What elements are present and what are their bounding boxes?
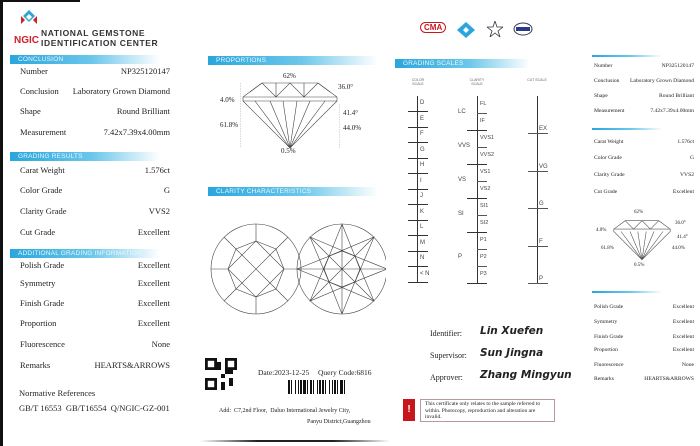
cut-grade-mark: VG bbox=[539, 163, 548, 170]
field-value: Excellent bbox=[672, 347, 694, 353]
globe-emblem-logo bbox=[513, 22, 533, 36]
mini-conclusion-row bbox=[594, 78, 694, 84]
scale-tick bbox=[528, 171, 548, 172]
pavilion-angle: 41.4° bbox=[343, 109, 359, 117]
scale-tick bbox=[467, 164, 487, 165]
scale-tick bbox=[408, 204, 428, 205]
normative-references: GB/T 16553 GB/T16554 Q/NGIC-GZ-001 bbox=[19, 403, 170, 413]
field-label: Color Grade bbox=[20, 185, 63, 195]
color-scale-header: COLOR SCALE bbox=[411, 78, 425, 86]
mini-grading-row bbox=[594, 155, 694, 161]
table-percent: 62% bbox=[283, 72, 296, 80]
field-value: 7.42x7.39x4.00mm bbox=[103, 127, 170, 137]
mini-conclusion-row bbox=[594, 108, 694, 114]
field-value: Excellent bbox=[137, 278, 170, 288]
scale-tick bbox=[467, 130, 487, 131]
grading-row bbox=[20, 227, 170, 237]
field-value: Excellent bbox=[137, 298, 170, 308]
scale-tick bbox=[408, 251, 428, 252]
culet-percent: 0.5% bbox=[281, 147, 296, 155]
field-label: Conclusion bbox=[20, 86, 59, 96]
field-value: Round Brilliant bbox=[659, 93, 694, 99]
mini-grading-row bbox=[594, 139, 694, 145]
field-label: Shape bbox=[20, 106, 41, 116]
color-grade-mark: D bbox=[420, 100, 425, 106]
divider-bar bbox=[592, 291, 662, 293]
field-label: Conclusion bbox=[594, 78, 620, 84]
field-value: NP325120147 bbox=[120, 66, 170, 76]
field-label: Fluorescence bbox=[20, 339, 65, 349]
mini-conclusion-row bbox=[594, 93, 694, 99]
clarity-group-label: P bbox=[458, 253, 463, 260]
section-header-proportions: PROPORTIONS bbox=[208, 56, 378, 65]
color-grade-mark: L bbox=[420, 224, 424, 230]
normative-heading: Normative References bbox=[19, 388, 96, 398]
scale-tick bbox=[408, 173, 428, 174]
additional-row bbox=[20, 360, 170, 370]
color-grade-mark: N bbox=[420, 255, 425, 261]
additional-row bbox=[20, 260, 170, 270]
field-value: Excellent bbox=[137, 318, 170, 328]
field-label: Number bbox=[20, 66, 48, 76]
field-label: Remarks bbox=[20, 360, 51, 370]
signature: Lin Xuefen bbox=[480, 325, 544, 337]
scale-tick bbox=[477, 113, 487, 114]
star-emblem-logo bbox=[487, 21, 503, 37]
field-label: Polish Grade bbox=[594, 304, 624, 310]
grading-row bbox=[20, 185, 170, 195]
signature-label: Supervisor: bbox=[430, 351, 467, 360]
signature-label: Identifier: bbox=[430, 329, 462, 338]
field-value: Laboratory Grown Diamond bbox=[72, 86, 170, 96]
field-value: Excellent bbox=[137, 227, 170, 237]
field-label: Color Grade bbox=[594, 155, 622, 161]
field-value: 1.576ct bbox=[677, 139, 694, 145]
section-header-grading-scales: GRADING SCALES bbox=[395, 59, 530, 68]
mini-girdle: 4.0% bbox=[596, 228, 607, 233]
institution-name bbox=[41, 28, 158, 48]
clarity-group-label: LC bbox=[458, 109, 466, 115]
clarity-grade-mark: IF bbox=[480, 118, 485, 124]
mini-additional-row bbox=[594, 304, 694, 310]
field-value: Excellent bbox=[672, 319, 694, 325]
field-label: Number bbox=[594, 63, 613, 69]
field-value: None bbox=[681, 362, 694, 368]
mini-grading-row bbox=[594, 172, 694, 178]
ngic-logo bbox=[18, 10, 40, 31]
clarity-group-label: VVS bbox=[458, 143, 471, 149]
field-value: G bbox=[163, 185, 170, 195]
scale-tick bbox=[408, 142, 428, 143]
conclusion-row bbox=[20, 127, 170, 137]
clarity-grade-mark: VVS2 bbox=[480, 152, 495, 158]
qr-code[interactable] bbox=[205, 358, 237, 390]
total-depth: 61.8% bbox=[220, 121, 239, 129]
issue-date: Date:2023-12-25 bbox=[258, 368, 310, 377]
clarity-scale-header: CLARITY SCALE bbox=[469, 78, 485, 86]
color-grade-mark: I bbox=[420, 177, 422, 184]
cut-grade-mark: F bbox=[539, 238, 543, 245]
field-label: Fluorescence bbox=[594, 362, 624, 368]
cut-grade-mark: EX bbox=[539, 126, 548, 132]
field-value: VVS2 bbox=[680, 172, 694, 178]
title-line-1: NATIONAL GEMSTONE bbox=[41, 28, 146, 38]
color-grade-mark: < N bbox=[420, 270, 430, 277]
mini-additional-row bbox=[594, 362, 694, 368]
scale-tick bbox=[408, 220, 428, 221]
mini-crown-angle: 36.0° bbox=[675, 221, 686, 226]
scale-tick bbox=[408, 189, 428, 190]
address-line-2: Panyu District,Guangzhou bbox=[307, 419, 371, 425]
field-label: Proportion bbox=[20, 318, 57, 328]
clarity-grade-mark: SI1 bbox=[480, 203, 489, 209]
mini-culet: 0.5% bbox=[634, 263, 645, 268]
ngic-emblem-logo bbox=[457, 22, 475, 38]
field-value: NP325120147 bbox=[661, 63, 694, 69]
color-grade-mark: H bbox=[420, 162, 425, 168]
warning-icon: ! bbox=[403, 399, 415, 421]
field-value: Excellent bbox=[672, 334, 694, 340]
field-label: Measurement bbox=[20, 127, 67, 137]
clarity-grade-mark: VS2 bbox=[480, 186, 491, 192]
scale-tick bbox=[408, 266, 428, 267]
clarity-grade-mark: VS1 bbox=[480, 169, 491, 175]
section-header-grading-results: GRADING RESULTS bbox=[10, 152, 160, 161]
grading-row bbox=[20, 165, 170, 175]
scale-tick bbox=[477, 147, 487, 148]
additional-row bbox=[20, 318, 170, 328]
field-label: Clarity Grade bbox=[594, 172, 625, 178]
color-grade-mark: K bbox=[420, 208, 425, 215]
clarity-grade-mark: P2 bbox=[480, 254, 487, 260]
field-label: Clarity Grade bbox=[20, 206, 67, 216]
mini-total-depth: 61.8% bbox=[601, 246, 614, 251]
clarity-grade-mark: SI2 bbox=[480, 220, 489, 226]
mini-diamond-profile-diagram bbox=[612, 218, 672, 263]
mini-grading-row bbox=[594, 189, 694, 195]
barcode-bar bbox=[345, 380, 347, 394]
grading-row bbox=[20, 206, 170, 216]
field-value: 7.42x7.39x4.00mm bbox=[650, 108, 694, 114]
pavilion-depth: 44.0% bbox=[343, 124, 362, 132]
scale-tick bbox=[408, 111, 428, 112]
field-label: Finish Grade bbox=[20, 298, 65, 308]
mini-pavilion-angle: 41.4° bbox=[677, 235, 688, 240]
color-grade-mark: J bbox=[420, 193, 423, 199]
mini-additional-row bbox=[594, 347, 694, 353]
notice-text: This certificate only relates to the sample referred to within. Photocopy, reproduction and alteration are invalid. bbox=[420, 399, 555, 422]
conclusion-row bbox=[20, 106, 170, 116]
scale-tick bbox=[408, 235, 428, 236]
mini-table-percent: 62% bbox=[634, 210, 644, 215]
clarity-plot-diagrams bbox=[210, 222, 386, 316]
clarity-grade-mark: VVS1 bbox=[480, 135, 495, 141]
clarity-grade-mark: P3 bbox=[480, 271, 487, 277]
field-label: Measurement bbox=[594, 108, 625, 114]
field-label: Proportion bbox=[594, 347, 618, 353]
scale-tick bbox=[467, 283, 487, 284]
color-grade-mark: G bbox=[420, 146, 425, 153]
cut-scale-line bbox=[537, 96, 538, 283]
scale-tick bbox=[477, 266, 487, 267]
field-value: Excellent bbox=[672, 304, 694, 310]
scale-tick bbox=[408, 127, 428, 128]
clarity-scale-line bbox=[477, 96, 478, 283]
crown-angle: 36.0° bbox=[338, 83, 354, 91]
clarity-group-label: SI bbox=[458, 211, 464, 217]
field-value: None bbox=[151, 339, 170, 349]
diamond-profile-diagram bbox=[240, 80, 340, 152]
divider-bar bbox=[592, 55, 662, 57]
scale-tick bbox=[528, 246, 548, 247]
field-value: Round Brilliant bbox=[116, 106, 170, 116]
field-label: Finish Grade bbox=[594, 334, 624, 340]
cma-logo: CMA bbox=[420, 22, 446, 33]
field-value: Excellent bbox=[137, 260, 170, 270]
signature: Zhang Mingyun bbox=[480, 369, 572, 381]
color-grade-mark: E bbox=[420, 115, 425, 122]
field-label: Cut Grade bbox=[20, 227, 56, 237]
section-header-clarity: CLARITY CHARACTERISTICS bbox=[208, 187, 378, 196]
page-edge bbox=[0, 0, 80, 2]
address-line-1: Add: C7,2nd Floor, Daluo International Jewelry City, bbox=[219, 408, 351, 414]
scale-tick bbox=[477, 249, 487, 250]
additional-row bbox=[20, 278, 170, 288]
color-grade-mark: F bbox=[420, 131, 424, 137]
divider-bar bbox=[592, 128, 662, 130]
scale-tick bbox=[467, 198, 487, 199]
conclusion-row bbox=[20, 66, 170, 76]
field-value: VVS2 bbox=[148, 206, 170, 216]
signature: Sun Jingna bbox=[480, 347, 544, 359]
color-grade-mark: M bbox=[420, 239, 425, 246]
mini-additional-row bbox=[594, 334, 694, 340]
field-value: HEARTS&ARROWS bbox=[94, 360, 170, 370]
scale-tick bbox=[467, 232, 487, 233]
section-header-conclusion: CONCLUSION bbox=[10, 55, 160, 64]
signature-label: Approver: bbox=[430, 373, 463, 382]
cut-grade-mark: P bbox=[539, 276, 544, 282]
mini-conclusion-row bbox=[594, 63, 694, 69]
logo-text: NGIC bbox=[14, 35, 39, 46]
field-label: Symmetry bbox=[594, 319, 618, 325]
scale-tick bbox=[528, 133, 548, 134]
additional-row bbox=[20, 298, 170, 308]
field-label: Polish Grade bbox=[20, 260, 65, 270]
field-label: Carat Weight bbox=[594, 139, 624, 145]
mini-additional-row bbox=[594, 319, 694, 325]
query-code: Query Code:6816 bbox=[318, 368, 372, 377]
field-value: G bbox=[689, 155, 694, 161]
clarity-grade-mark: FL bbox=[480, 101, 487, 107]
girdle-percent: 4.0% bbox=[220, 96, 235, 104]
field-label: Symmetry bbox=[20, 278, 56, 288]
field-label: Remarks bbox=[594, 376, 614, 382]
scale-tick bbox=[477, 181, 487, 182]
scale-tick bbox=[528, 283, 548, 284]
mini-pavilion-depth: 44.0% bbox=[672, 246, 685, 251]
field-value: Excellent bbox=[672, 189, 694, 195]
scale-tick bbox=[528, 208, 548, 209]
cut-scale-header: CUT SCALE bbox=[527, 78, 547, 82]
barcode bbox=[288, 380, 370, 394]
page-edge bbox=[200, 440, 390, 442]
clarity-group-label: VS bbox=[458, 177, 467, 183]
mini-additional-row bbox=[594, 376, 694, 382]
clarity-grade-mark: P1 bbox=[480, 237, 487, 243]
field-label: Shape bbox=[594, 93, 608, 99]
scale-tick bbox=[477, 215, 487, 216]
section-header-additional: ADDITIONAL GRADING INFORMATION bbox=[10, 249, 160, 258]
page-edge bbox=[0, 0, 3, 446]
scale-tick bbox=[408, 158, 428, 159]
field-value: Laboratory Grown Diamond bbox=[629, 78, 694, 84]
field-label: Carat Weight bbox=[20, 165, 65, 175]
cut-grade-mark: G bbox=[539, 201, 544, 207]
scale-tick bbox=[408, 282, 428, 283]
additional-row bbox=[20, 339, 170, 349]
color-scale-line bbox=[417, 96, 418, 283]
field-value: 1.576ct bbox=[144, 165, 170, 175]
conclusion-row bbox=[20, 86, 170, 96]
field-value: HEARTS&ARROWS bbox=[644, 376, 694, 382]
field-label: Cut Grade bbox=[594, 189, 618, 195]
title-line-2: IDENTIFICATION CENTER bbox=[41, 38, 159, 48]
